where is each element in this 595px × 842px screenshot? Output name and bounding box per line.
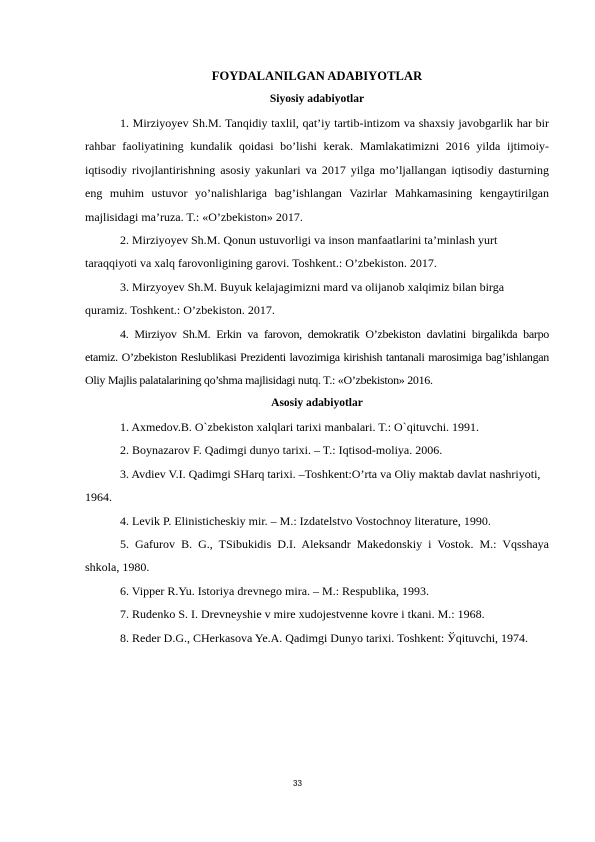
- page-title: FOYDALANILGAN ADABIYOTLAR: [211, 69, 423, 83]
- reference-entry: 3. Mirzyoyev Sh.M. Buyuk kelajagimizni mard va olijanob xalqimiz bilan birga quramiz. Toshkent.: O’zbekiston. 2017.: [85, 279, 505, 318]
- page-number: 33: [293, 779, 302, 788]
- reference-entry: 1. Mirziyoyev Sh.M. Tanqidiy taxlil, qat’iy tartib-intizom va shaxsiy javobgarlik har bir rahbar faoliyatining kundalik qoidasi bo’lishi kerak. Mamlakatimizni 2016 yilda ijtimoiy-iqtisodiy rivojlantirishning asosiy yakunlari va 2017 yilga mo’ljallangan iqtisodiy dasturning eng muhim ustuvor yo’nalishlariga bag’ishlangan Vazirlar Mahkamasining kengaytirilgan majlisidagi ma’ruza. T.: «O’zbekiston» 2017.: [85, 116, 549, 224]
- reference-entry: 2. Mirziyoyev Sh.M. Qonun ustuvorligi va inson manfaatlarini ta’minlash yurt taraqqiyoti va xalq farovonligining garovi. Toshkent.: O’zbekiston. 2017.: [85, 233, 498, 271]
- reference-entry: 4. Levik P. Elinisticheskiy mir. – M.: Izdatelstvo Vostochnoy literature, 1990.: [120, 513, 491, 528]
- reference-entry: 8. Reder D.G., CHerkasova Ye.A. Qadimgi Dunyo tarixi. Toshkent: Ўqituvchi, 1974.: [120, 630, 529, 645]
- reference-entry: 7. Rudenko S. I. Drevneyshie v mire xudojestvenne kovre i tkani. M.: 1968.: [120, 607, 485, 622]
- page-content: [85, 67, 549, 650]
- section-heading-political: Siyosiy adabiyotlar: [269, 93, 365, 105]
- reference-entry: 1. Axmedov.B. O`zbekiston xalqlari tarixi manbalari. T.: O`qituvchi. 1991.: [120, 419, 480, 434]
- reference-entry: 2. Boynazarov F. Qadimgi dunyo tarixi. – T.: Iqtisod-moliya. 2006.: [120, 443, 443, 458]
- reference-entry: 5. Gafurov B. G., TSibukidis D.I. Aleksandr Makedonskiy i Vostok. M.: Vqsshaya shkola, 1980.: [85, 536, 549, 575]
- reference-entry: 4. Mirziyov Sh.M. Erkin va farovon, demokratik O’zbekiston davlatini birgalikda barpo etamiz. O’zbekiston Reslublikasi Prezidenti lavozimiga kirishish tantanali marosimiga bag’ishlangan Oliy Majlis palatalarining qo’shma majlisidagi nutq. T.: «O’zbekiston» 2016.: [85, 326, 549, 388]
- reference-entry: 6. Vipper R.Yu. Istoriya drevnego mira. – M.: Respublika, 1993.: [120, 583, 430, 598]
- section-heading-main: Asosiy adabiyotlar: [271, 396, 363, 409]
- reference-entry: 3. Avdiev V.I. Qadimgi SHarq tarixi. –Toshkent:O’rta va Oliy maktab davlat nashriyoti, 1964.: [85, 466, 541, 505]
